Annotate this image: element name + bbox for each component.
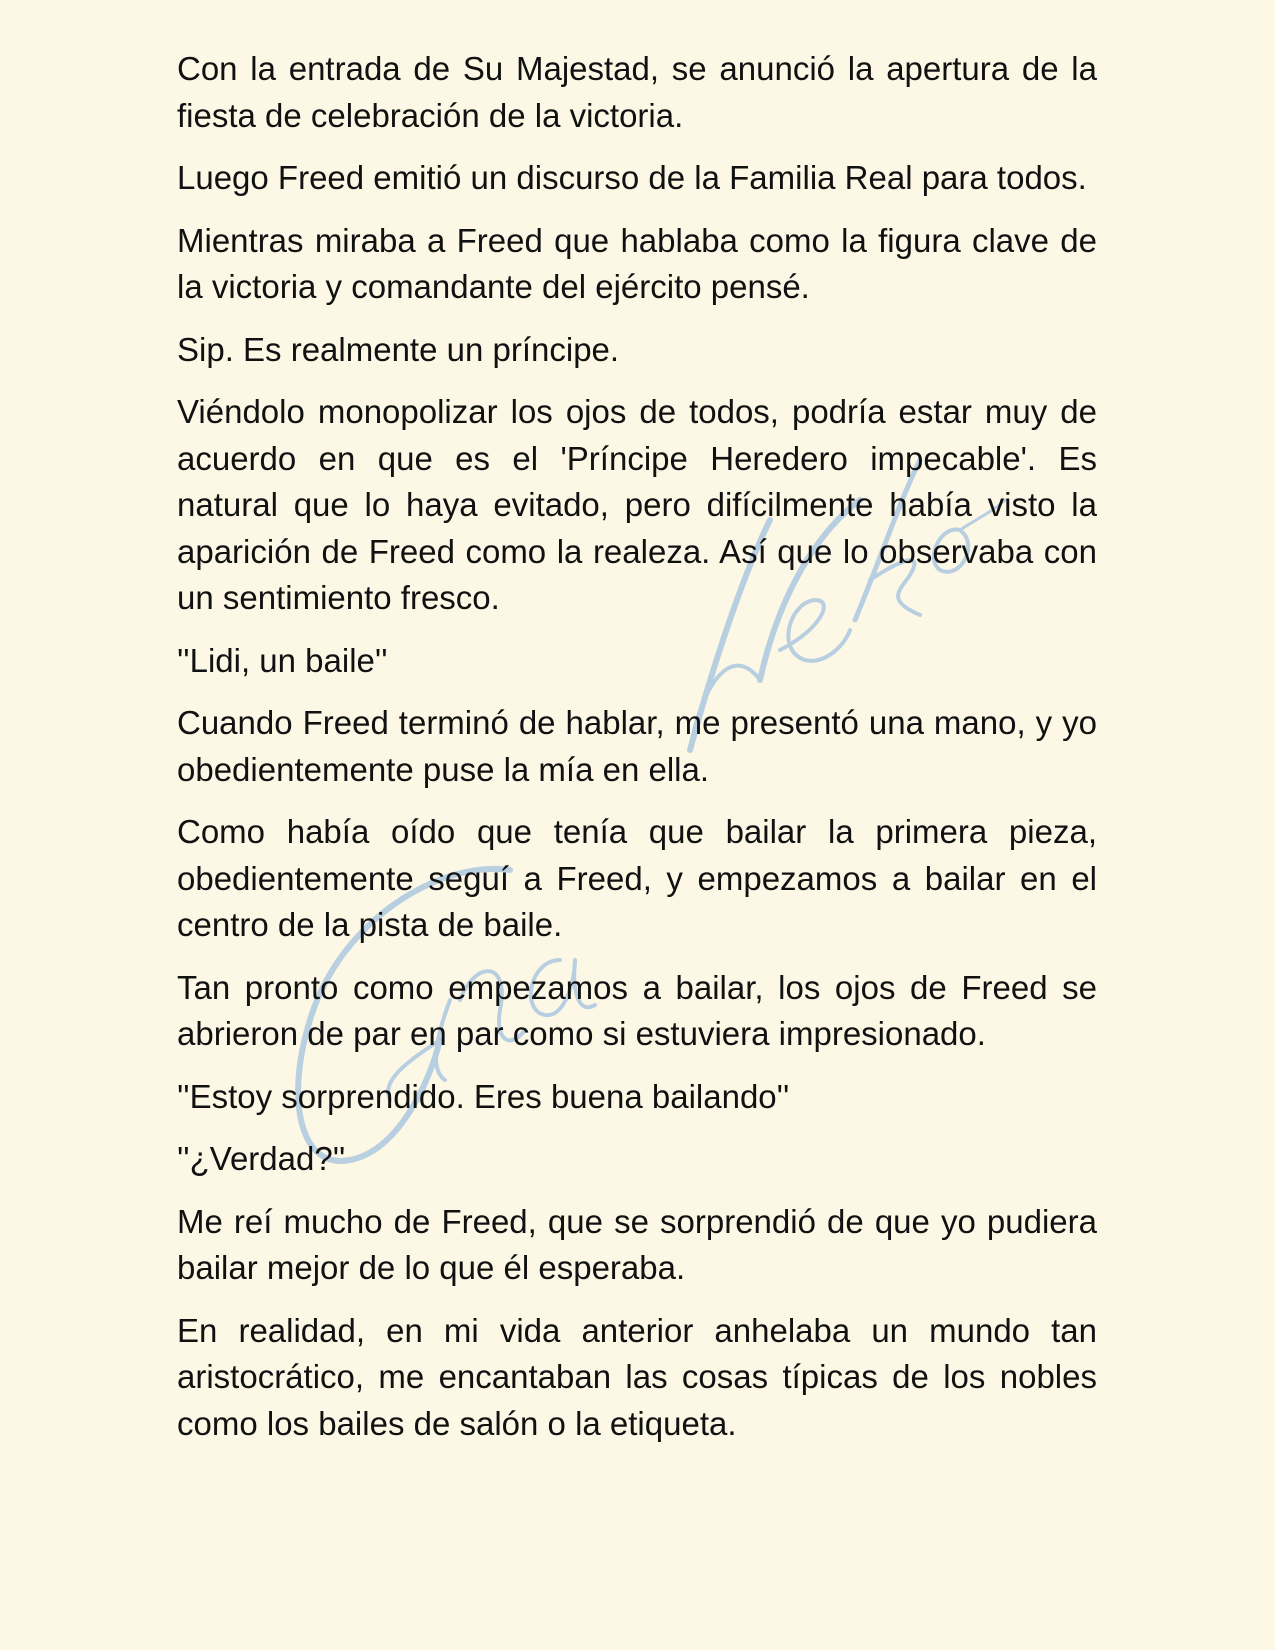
dialogue-line: ''Lidi, un baile'' [177,641,388,679]
document-body [177,46,1097,1463]
paragraph: Cuando Freed terminó de hablar, me presentó una mano, y yo obedientemente puse la mía en ella. [177,704,1097,788]
paragraph: Luego Freed emitió un discurso de la Familia Real para todos. [177,159,1087,196]
paragraph: Viéndolo monopolizar los ojos de todos, podría estar muy de acuerdo en que es el 'Príncipe Heredero impecable'. Es natural que lo haya evitado, pero difícilmente había visto la aparición de Freed como la realeza. Así que lo observaba con un sentimiento fresco. [177,393,1097,616]
paragraph: Como había oído que tenía que bailar la primera pieza, obedientemente seguí a Freed, y empezamos a bailar en el centro de la pista de baile. [177,813,1097,943]
paragraph: Sip. Es realmente un príncipe. [177,330,620,368]
paragraph: Con la entrada de Su Majestad, se anunció la apertura de la fiesta de celebración de la victoria. [177,50,1097,134]
dialogue-line: ''Estoy sorprendido. Eres buena bailando'' [177,1077,790,1115]
paragraph: Mientras miraba a Freed que hablaba como la figura clave de la victoria y comandante del ejército pensé. [177,221,1097,305]
dialogue-line: ''¿Verdad?'' [177,1140,346,1177]
paragraph: Me reí mucho de Freed, que se sorprendió de que yo pudiera bailar mejor de lo que él esperaba. [177,1202,1097,1286]
paragraph: En realidad, en mi vida anterior anhelaba un mundo tan aristocrático, me encantaban las cosas típicas de los nobles como los bailes de salón o la etiqueta. [177,1311,1097,1442]
paragraph: Tan pronto como empezamos a bailar, los ojos de Freed se abrieron de par en par como si estuviera impresionado. [177,968,1097,1052]
